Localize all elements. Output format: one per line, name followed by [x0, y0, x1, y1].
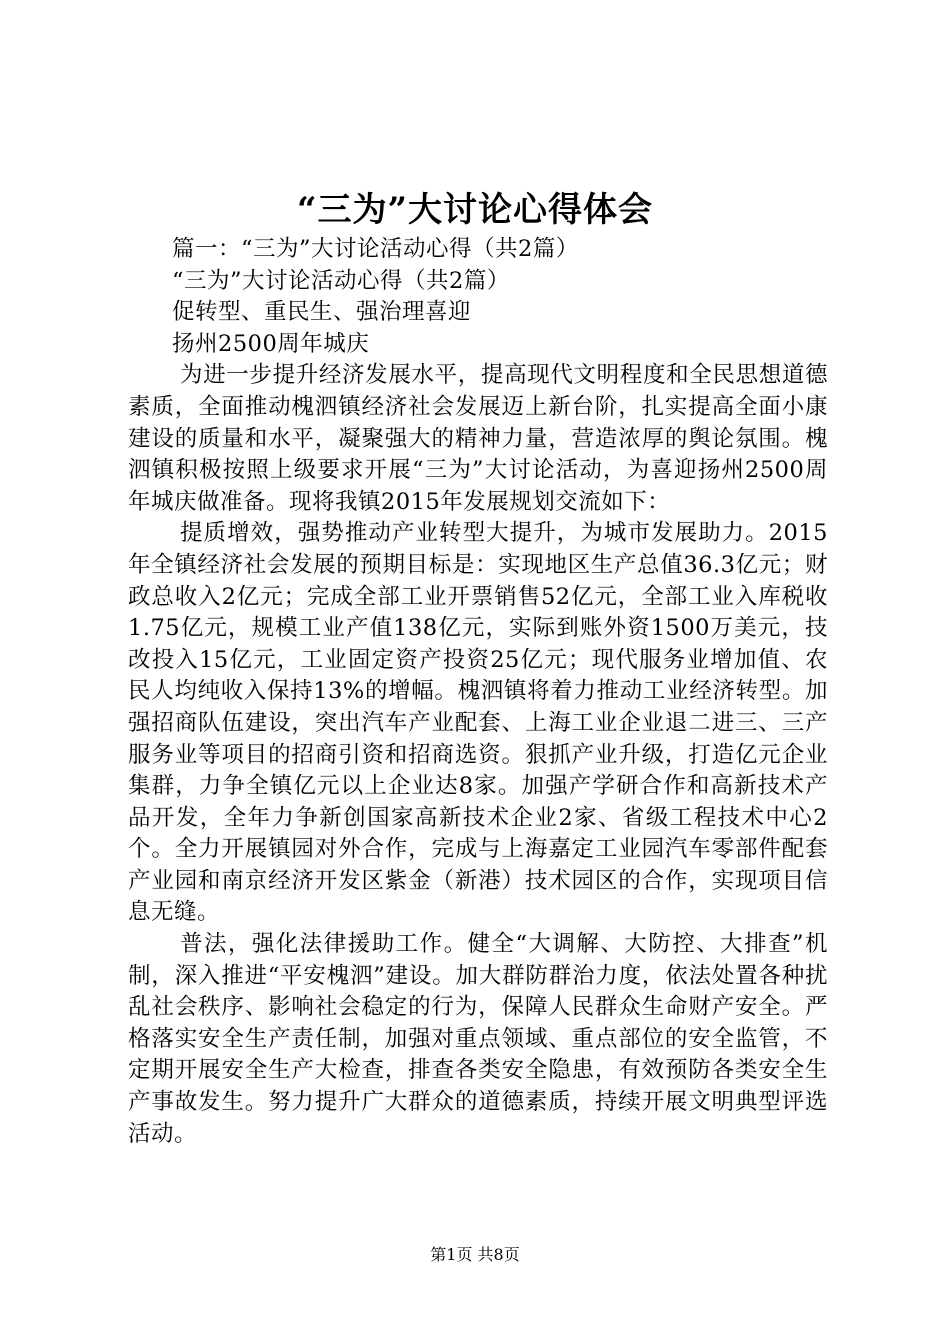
paragraph-theme-line-1: 促转型、重民生、强治理喜迎 [172, 299, 472, 326]
paragraph-industry-transformation: 提质增效，强势推动产业转型大提升，为城市发展助力。2015年全镇经济社会发展的预期目标是：实现地区生产总值36.3亿元；财政总收入2亿元；完成全部工业开票销售52亿元，全部工业入库税收1.75亿元，规模工业产值138亿元，实际到账外资1500万美元，技改投入15亿元，工业固定资产投资25亿元；现代服务业增加值、农民人均纯收入保持13%的增幅。槐泗镇将着力推动工业经济转型。加强招商队伍建设，突出汽车产业配套、上海工业企业退二进三、三产服务业等项目的招商引资和招商选资。狠抓产业升级，打造亿元企业集群，力争全镇亿元以上企业达8家。加强产学研合作和高新技术产品开发，全年力争新创国家高新技术企业2家、省级工程技术中心2个。全力开展镇园对外合作，完成与上海嘉定工业园汽车零部件配套产业园和南京经济开发区紫金（新港）技术园区的合作，实现项目信息无缝。 [128, 520, 828, 926]
paragraph-chapter-heading: 篇一：“三为”大讨论活动心得（共2篇） [172, 236, 579, 262]
paragraph-subtitle: “三为”大讨论活动心得（共2篇） [172, 267, 510, 294]
paragraph-theme-line-2: 扬州2500周年城庆 [172, 330, 370, 357]
paragraph-introduction: 为进一步提升经济发展水平，提高现代文明程度和全民思想道德素质，全面推动槐泗镇经济社会发展迈上新台阶，扎实提高全面小康建设的质量和水平，凝聚强大的精神力量，营造浓厚的舆论氛围。槐泗镇积极按照上级要求开展“三为”大讨论活动，为喜迎扬州2500周年城庆做准备。现将我镇2015年发展规划交流如下： [128, 362, 828, 515]
document-body [128, 234, 828, 1150]
page-number-footer: 第1页 共8页 [430, 1245, 520, 1264]
document-title: “三为”大讨论心得体会 [296, 190, 654, 230]
paragraph-legal-aid: 普法，强化法律援助工作。健全“大调解、大防控、大排查”机制，深入推进“平安槐泗”建设。加大群防群治力度，依法处置各种扰乱社会秩序、影响社会稳定的行为，保障人民群众生命财产安全。严格落实安全生产责任制，加强对重点领域、重点部位的安全监管，不定期开展安全生产大检查，排查各类安全隐患，有效预防各类安全生产事故发生。努力提升广大群众的道德素质，持续开展文明典型评选活动。 [128, 931, 828, 1147]
